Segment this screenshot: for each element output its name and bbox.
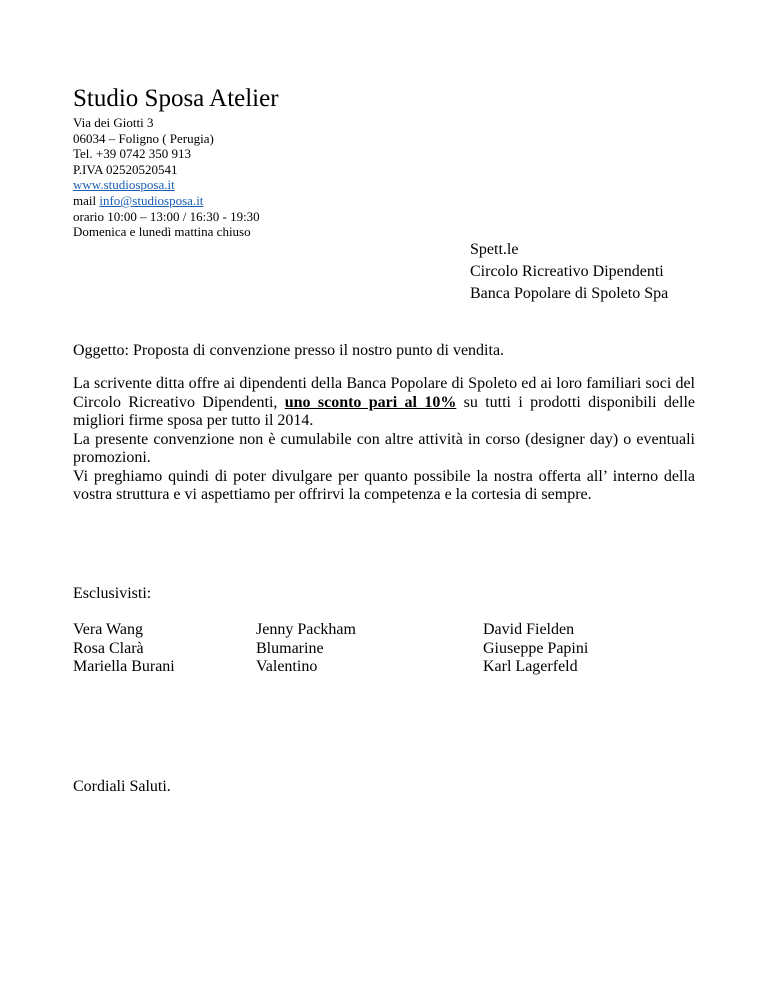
brand-column-3 bbox=[483, 621, 588, 677]
recipient-salutation: Spett.le bbox=[470, 241, 519, 258]
email-line bbox=[73, 193, 279, 209]
exclusives-label: Esclusivisti: bbox=[73, 585, 152, 602]
website-line bbox=[73, 177, 279, 193]
opening-hours: orario 10:00 – 13:00 / 16:30 - 19:30 bbox=[73, 208, 260, 224]
website-link[interactable]: www.studiosposa.it bbox=[73, 177, 175, 193]
company-city: 06034 – Foligno ( Perugia) bbox=[73, 130, 214, 146]
offer-text-start: La scrivente ditta offre ai dipendenti della Banca Popolare di Spoleto ed ai loro familiari soci del Circolo Ricreativo Dipendenti, bbox=[73, 375, 695, 411]
letter-body bbox=[73, 375, 695, 505]
brand-column-2 bbox=[256, 621, 356, 677]
brand-item: Valentino bbox=[256, 658, 318, 675]
brand-column-1 bbox=[73, 621, 175, 677]
brand-item: Karl Lagerfeld bbox=[483, 658, 578, 675]
recipient-line-2: Banca Popolare di Spoleto Spa bbox=[470, 285, 669, 302]
letterhead bbox=[73, 84, 279, 240]
brand-item: Jenny Packham bbox=[256, 621, 356, 638]
discount-highlight: uno sconto pari al 10% bbox=[284, 393, 457, 411]
brand-item: Mariella Burani bbox=[73, 658, 175, 675]
letter-subject: Oggetto: Proposta di convenzione presso il nostro punto di vendita. bbox=[73, 342, 505, 359]
recipient-line-1: Circolo Ricreativo Dipendenti bbox=[470, 263, 664, 280]
body-paragraph-offer bbox=[73, 375, 695, 431]
email-link[interactable]: info@studiosposa.it bbox=[99, 192, 204, 208]
offer-text-end: su tutti i prodotti disponibili delle migliori firme sposa per tutto il 2014. bbox=[73, 393, 695, 429]
brand-item: Rosa Clarà bbox=[73, 639, 144, 657]
company-vat: P.IVA 02520520541 bbox=[73, 161, 178, 177]
recipient-block bbox=[470, 239, 668, 305]
brand-item: David Fielden bbox=[483, 621, 575, 638]
brand-item: Giuseppe Papini bbox=[483, 639, 589, 657]
closing-salutation: Cordiali Saluti. bbox=[73, 778, 171, 795]
brand-item: Vera Wang bbox=[73, 621, 143, 638]
body-paragraph-terms: La presente convenzione non è cumulabile con altre attività in corso (designer day) o eventuali promozioni. bbox=[73, 430, 695, 466]
body-paragraph-request: Vi preghiamo quindi di poter divulgare per quanto possibile la nostra offerta all’ interno della vostra struttura e vi aspettiamo per offrirvi la competenza e la cortesia di sempre. bbox=[73, 467, 695, 503]
brand-item: Blumarine bbox=[256, 639, 324, 657]
company-phone: Tel. +39 0742 350 913 bbox=[73, 146, 191, 162]
company-address: Via dei Giotti 3 bbox=[73, 115, 154, 130]
closing-days: Domenica e lunedì mattina chiuso bbox=[73, 224, 251, 240]
email-label: mail bbox=[73, 192, 100, 208]
company-name: Studio Sposa Atelier bbox=[73, 85, 279, 112]
